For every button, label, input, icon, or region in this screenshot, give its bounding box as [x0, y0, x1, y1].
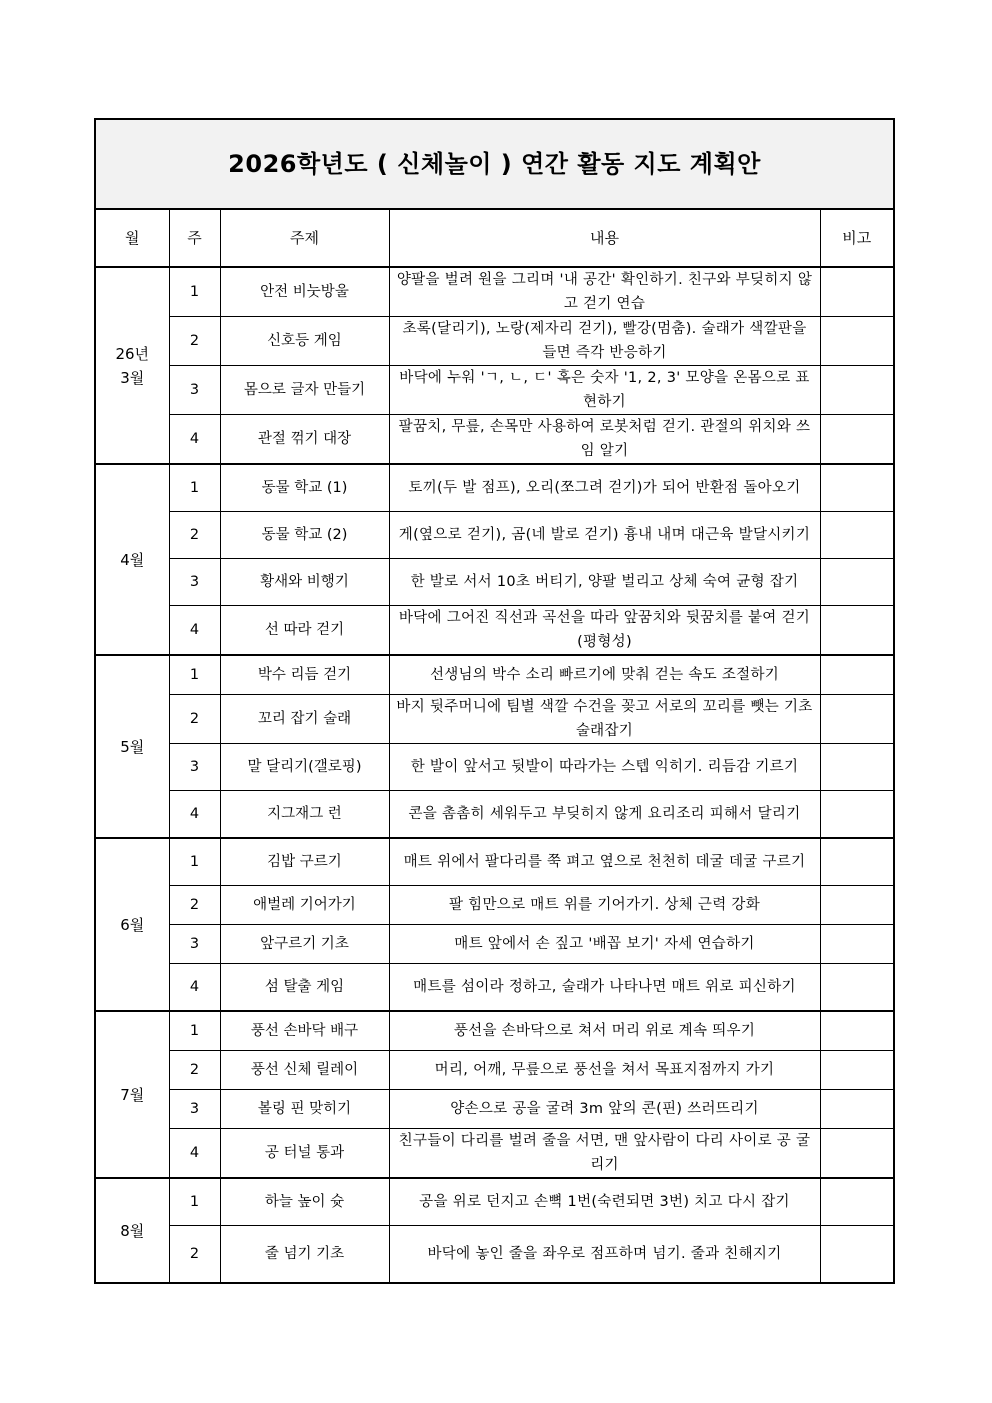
- month-label-line1: 26년: [115, 344, 150, 363]
- week-cell: 1: [169, 267, 220, 317]
- column-header-week: 주: [169, 209, 220, 267]
- topic-cell: 동물 학교 (1): [220, 464, 389, 512]
- table-row: [95, 1178, 894, 1226]
- annual-plan-table: [94, 118, 895, 1284]
- table-row: [95, 1051, 894, 1090]
- note-cell: [820, 1226, 894, 1284]
- note-cell: [820, 695, 894, 744]
- month-cell-march: [95, 267, 169, 464]
- topic-cell: 지그재그 런: [220, 791, 389, 839]
- note-cell: [820, 838, 894, 886]
- week-cell: 2: [169, 1226, 220, 1284]
- week-cell: 3: [169, 744, 220, 791]
- topic-cell: 박수 리듬 걷기: [220, 655, 389, 695]
- content-cell: 바닥에 그어진 직선과 곡선을 따라 앞꿈치와 뒷꿈치를 붙여 걷기(평형성): [389, 606, 820, 656]
- content-cell: 토끼(두 발 점프), 오리(쪼그려 걷기)가 되어 반환점 돌아오기: [389, 464, 820, 512]
- content-cell: 양팔을 벌려 원을 그리며 '내 공간' 확인하기. 친구와 부딪히지 않고 걷기 연습: [389, 267, 820, 317]
- table-row: [95, 415, 894, 465]
- week-cell: 4: [169, 1129, 220, 1179]
- month-cell-july: 7월: [95, 1011, 169, 1178]
- note-cell: [820, 366, 894, 415]
- month-label-line2: 3월: [120, 368, 145, 387]
- topic-cell: 줄 넘기 기초: [220, 1226, 389, 1284]
- week-cell: 2: [169, 695, 220, 744]
- content-cell: 매트 위에서 팔다리를 쭉 펴고 옆으로 천천히 데굴 데굴 구르기: [389, 838, 820, 886]
- month-cell-june: 6월: [95, 838, 169, 1011]
- month-cell-april: 4월: [95, 464, 169, 655]
- note-cell: [820, 886, 894, 925]
- content-cell: 머리, 어깨, 무릎으로 풍선을 쳐서 목표지점까지 가기: [389, 1051, 820, 1090]
- table-row: [95, 744, 894, 791]
- column-header-topic: 주제: [220, 209, 389, 267]
- table-row: [95, 925, 894, 964]
- week-cell: 4: [169, 415, 220, 465]
- topic-cell: 동물 학교 (2): [220, 512, 389, 559]
- note-cell: [820, 744, 894, 791]
- note-cell: [820, 1178, 894, 1226]
- content-cell: 콘을 촘촘히 세워두고 부딪히지 않게 요리조리 피해서 달리기: [389, 791, 820, 839]
- note-cell: [820, 1090, 894, 1129]
- content-cell: 바닥에 누워 'ㄱ, ㄴ, ㄷ' 혹은 숫자 '1, 2, 3' 모양을 온몸으로 표현하기: [389, 366, 820, 415]
- table-row: [95, 464, 894, 512]
- week-cell: 1: [169, 1178, 220, 1226]
- content-cell: 풍선을 손바닥으로 쳐서 머리 위로 계속 띄우기: [389, 1011, 820, 1051]
- note-cell: [820, 559, 894, 606]
- table-row: [95, 655, 894, 695]
- table-row: [95, 366, 894, 415]
- topic-cell: 몸으로 글자 만들기: [220, 366, 389, 415]
- week-cell: 4: [169, 606, 220, 656]
- topic-cell: 하늘 높이 슛: [220, 1178, 389, 1226]
- topic-cell: 신호등 게임: [220, 317, 389, 366]
- content-cell: 초록(달리기), 노랑(제자리 걷기), 빨강(멈춤). 술래가 색깔판을 들면 즉각 반응하기: [389, 317, 820, 366]
- content-cell: 팔꿈치, 무릎, 손목만 사용하여 로봇처럼 걷기. 관절의 위치와 쓰임 알기: [389, 415, 820, 465]
- table-row: [95, 606, 894, 656]
- week-cell: 2: [169, 886, 220, 925]
- week-cell: 2: [169, 512, 220, 559]
- column-header-note: 비고: [820, 209, 894, 267]
- week-cell: 3: [169, 1090, 220, 1129]
- month-cell-may: 5월: [95, 655, 169, 838]
- topic-cell: 풍선 신체 릴레이: [220, 1051, 389, 1090]
- document-title: 2026학년도 ( 신체놀이 ) 연간 활동 지도 계획안: [95, 119, 894, 209]
- table-row: [95, 791, 894, 839]
- content-cell: 바지 뒷주머니에 팀별 색깔 수건을 꽂고 서로의 꼬리를 뺏는 기초 술래잡기: [389, 695, 820, 744]
- week-cell: 1: [169, 1011, 220, 1051]
- week-cell: 3: [169, 559, 220, 606]
- table-row: [95, 964, 894, 1012]
- topic-cell: 앞구르기 기초: [220, 925, 389, 964]
- week-cell: 4: [169, 791, 220, 839]
- table-row: [95, 512, 894, 559]
- topic-cell: 애벌레 기어가기: [220, 886, 389, 925]
- topic-cell: 공 터널 통과: [220, 1129, 389, 1179]
- topic-cell: 관절 꺾기 대장: [220, 415, 389, 465]
- note-cell: [820, 655, 894, 695]
- week-cell: 2: [169, 1051, 220, 1090]
- month-cell-august: 8월: [95, 1178, 169, 1283]
- topic-cell: 꼬리 잡기 술래: [220, 695, 389, 744]
- content-cell: 바닥에 놓인 줄을 좌우로 점프하며 넘기. 줄과 친해지기: [389, 1226, 820, 1284]
- content-cell: 팔 힘만으로 매트 위를 기어가기. 상체 근력 강화: [389, 886, 820, 925]
- week-cell: 3: [169, 925, 220, 964]
- note-cell: [820, 1051, 894, 1090]
- table-row: [95, 559, 894, 606]
- note-cell: [820, 415, 894, 465]
- table-row: [95, 1011, 894, 1051]
- column-header-content: 내용: [389, 209, 820, 267]
- table-row: [95, 1090, 894, 1129]
- content-cell: 양손으로 공을 굴려 3m 앞의 콘(핀) 쓰러뜨리기: [389, 1090, 820, 1129]
- lesson-plan-document: [94, 118, 893, 1284]
- column-header-month: 월: [95, 209, 169, 267]
- note-cell: [820, 267, 894, 317]
- topic-cell: 볼링 핀 맞히기: [220, 1090, 389, 1129]
- topic-cell: 안전 비눗방울: [220, 267, 389, 317]
- content-cell: 친구들이 다리를 벌려 줄을 서면, 맨 앞사람이 다리 사이로 공 굴리기: [389, 1129, 820, 1179]
- table-row: [95, 838, 894, 886]
- topic-cell: 말 달리기(갤로핑): [220, 744, 389, 791]
- note-cell: [820, 512, 894, 559]
- note-cell: [820, 1129, 894, 1179]
- table-header-row: [95, 209, 894, 267]
- content-cell: 게(옆으로 걷기), 곰(네 발로 걷기) 흉내 내며 대근육 발달시키기: [389, 512, 820, 559]
- table-row: [95, 1129, 894, 1179]
- content-cell: 매트를 섬이라 정하고, 술래가 나타나면 매트 위로 피신하기: [389, 964, 820, 1012]
- note-cell: [820, 606, 894, 656]
- topic-cell: 풍선 손바닥 배구: [220, 1011, 389, 1051]
- note-cell: [820, 464, 894, 512]
- week-cell: 2: [169, 317, 220, 366]
- topic-cell: 김밥 구르기: [220, 838, 389, 886]
- week-cell: 1: [169, 838, 220, 886]
- content-cell: 한 발로 서서 10초 버티기, 양팔 벌리고 상체 숙여 균형 잡기: [389, 559, 820, 606]
- table-row: [95, 267, 894, 317]
- content-cell: 매트 앞에서 손 짚고 '배꼽 보기' 자세 연습하기: [389, 925, 820, 964]
- content-cell: 선생님의 박수 소리 빠르기에 맞춰 걷는 속도 조절하기: [389, 655, 820, 695]
- table-row: [95, 1226, 894, 1284]
- note-cell: [820, 1011, 894, 1051]
- table-row: [95, 886, 894, 925]
- note-cell: [820, 964, 894, 1012]
- note-cell: [820, 317, 894, 366]
- topic-cell: 선 따라 걷기: [220, 606, 389, 656]
- topic-cell: 섬 탈출 게임: [220, 964, 389, 1012]
- table-row: [95, 317, 894, 366]
- note-cell: [820, 925, 894, 964]
- week-cell: 1: [169, 464, 220, 512]
- note-cell: [820, 791, 894, 839]
- week-cell: 1: [169, 655, 220, 695]
- table-row: [95, 695, 894, 744]
- content-cell: 공을 위로 던지고 손뼉 1번(숙련되면 3번) 치고 다시 잡기: [389, 1178, 820, 1226]
- topic-cell: 황새와 비행기: [220, 559, 389, 606]
- content-cell: 한 발이 앞서고 뒷발이 따라가는 스텝 익히기. 리듬감 기르기: [389, 744, 820, 791]
- week-cell: 4: [169, 964, 220, 1012]
- week-cell: 3: [169, 366, 220, 415]
